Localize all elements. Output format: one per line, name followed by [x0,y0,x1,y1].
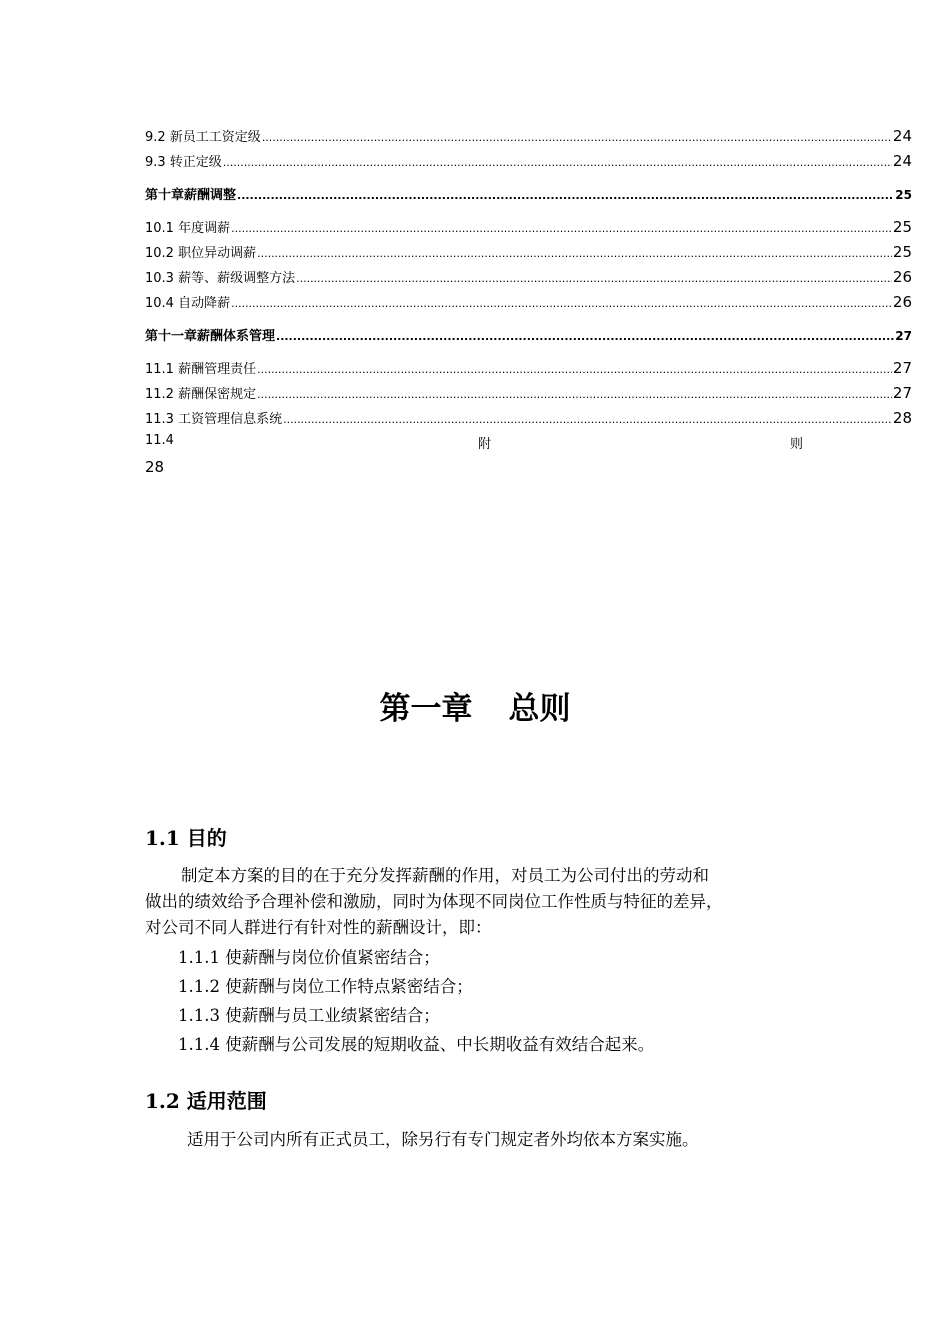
toc-entry[interactable] [145,242,912,267]
toc-page: 25 [892,243,912,261]
toc-entry-justified[interactable] [145,433,912,458]
toc-entry[interactable] [145,126,912,151]
list-item: 1.1.4 使薪酬与公司发展的短期收益、中长期收益有效结合起来。 [178,1035,655,1054]
toc-leader [257,363,892,376]
toc-label: 11.2 薪酬保密规定 [145,387,257,402]
toc-leader [262,131,892,144]
toc-page: 27 [895,329,912,343]
toc-label: 第十章薪酬调整 [145,188,237,203]
toc-word: 则 [790,437,804,452]
paragraph [145,863,815,941]
toc-label: 第十一章薪酬体系管理 [145,329,276,344]
section-heading: 1.2 适用范围 [145,1089,267,1113]
paragraph: 适用于公司内所有正式员工，除另行有专门规定者外均依本方案实施。 [187,1130,699,1149]
toc-entry[interactable] [145,151,912,176]
toc-leader [231,297,892,310]
toc-label: 10.4 自动降薪 [145,296,231,311]
toc-chapter-entry[interactable] [145,184,912,209]
toc-leader [223,156,892,169]
toc-page: 25 [892,218,912,236]
toc-label: 9.3 转正定级 [145,155,222,170]
toc-label: 10.1 年度调薪 [145,221,231,236]
paragraph-line: 制定本方案的目的在于充分发挥薪酬的作用，对员工为公司付出的劳动和 [181,866,709,885]
toc-leader [231,222,892,235]
chapter-name: 总则 [508,691,571,727]
paragraph-line: 做出的绩效给予合理补偿和激励，同时为体现不同岗位工作性质与特征的差异， [145,892,723,911]
toc-page: 27 [892,359,912,377]
toc-page: 24 [892,127,912,145]
toc-page: 25 [895,188,912,202]
toc-page: 27 [892,384,912,402]
toc-label: 11.3 工资管理信息系统 [145,412,283,427]
toc-entry[interactable] [145,408,912,433]
list-item: 1.1.3 使薪酬与员工业绩紧密结合； [178,1006,440,1025]
toc-entry[interactable] [145,292,912,317]
toc-leader [276,330,894,343]
toc-label: 10.2 职位异动调薪 [145,246,257,261]
chapter-title [0,683,950,728]
toc-label: 11.1 薪酬管理责任 [145,362,257,377]
chapter-number: 第一章 [379,691,473,727]
toc-entry[interactable] [145,358,912,383]
paragraph-line: 对公司不同人群进行有针对性的薪酬设计，即： [145,918,492,937]
toc-leader [296,272,892,285]
toc-label: 10.3 薪等、薪级调整方法 [145,271,296,286]
toc-leader [257,388,892,401]
list-item: 1.1.1 使薪酬与岗位价值紧密结合； [178,948,440,967]
toc-page: 24 [892,152,912,170]
toc-label: 9.2 新员工工资定级 [145,130,261,145]
toc-entry[interactable] [145,383,912,408]
toc-entry[interactable] [145,217,912,242]
toc-number: 11.4 [145,433,174,448]
toc-page: 26 [892,268,912,286]
toc-entry[interactable] [145,267,912,292]
toc-page: 28 [892,409,912,427]
toc-leader [237,189,894,202]
table-of-contents [145,126,912,483]
toc-leader [283,413,892,426]
section-heading: 1.1 目的 [145,826,227,850]
toc-leader [257,247,892,260]
toc-chapter-entry[interactable] [145,325,912,350]
toc-page: 28 [145,458,165,476]
toc-page: 26 [892,293,912,311]
toc-word: 附 [478,437,492,452]
list-item: 1.1.2 使薪酬与岗位工作特点紧密结合； [178,977,473,996]
